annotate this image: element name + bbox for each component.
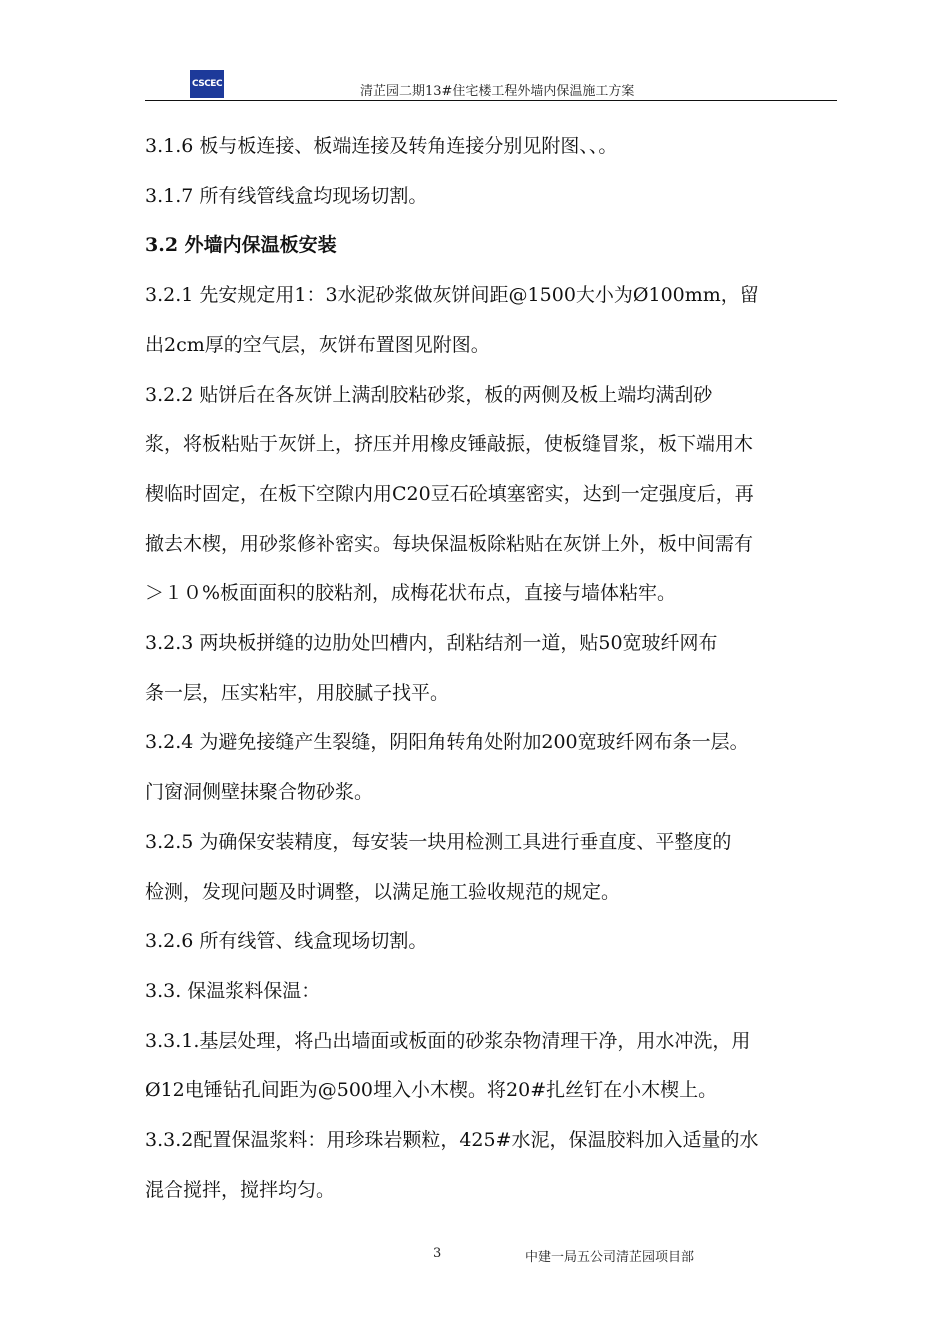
body-line: ＞１０%板面面积的胶粘剂，成梅花状布点，直接与墙体粘牢。 — [145, 582, 677, 605]
body-line: 3.2.6 所有线管、线盒现场切割。 — [145, 930, 428, 953]
body-line: 3.2.1 先安规定用1：3水泥砂浆做灰饼间距@1500大小为Ø100mm，留 — [145, 284, 759, 307]
header-divider — [145, 100, 837, 101]
body-line: 3.1.7 所有线管线盒均现场切割。 — [145, 184, 428, 207]
page-number: 3 — [433, 1246, 442, 1261]
body-line: 3.1.6 板与板连接、板端连接及转角连接分别见附图、、。 — [145, 135, 618, 157]
body-line: 3.3.2配置保温浆料：用珍珠岩颗粒，425#水泥，保温胶料加入适量的水 — [145, 1129, 759, 1152]
footer-company: 中建一局五公司清芷园项目部 — [525, 1250, 695, 1265]
body-line: 3.2.4 为避免接缝产生裂缝，阴阳角转角处附加200宽玻纤网布条一层。 — [145, 731, 749, 754]
body-line: 3.2.3 两块板拼缝的边肋处凹槽内，刮粘结剂一道，贴50宽玻纤网布 — [145, 632, 718, 655]
body-line: 3.3.1.基层处理，将凸出墙面或板面的砂浆杂物清理干净，用水冲洗，用 — [145, 1029, 751, 1052]
document-body — [145, 122, 839, 1215]
header-title: 清芷园二期13#住宅楼工程外墙内保温施工方案 — [360, 84, 635, 99]
body-line: 3.2.5 为确保安装精度，每安装一块用检测工具进行垂直度、平整度的 — [145, 830, 732, 853]
body-line: 3.3. 保温浆料保温： — [145, 979, 321, 1002]
body-line: 撤去木楔，用砂浆修补密实。每块保温板除粘贴在灰饼上外，板中间需有 — [145, 532, 754, 555]
body-line: 门窗洞侧壁抹聚合物砂浆。 — [145, 781, 374, 804]
section-heading: 3.2 外墙内保温板安装 — [145, 234, 337, 257]
body-line: 出2cm厚的空气层，灰饼布置图见附图。 — [145, 333, 490, 356]
company-logo: CSCEC — [190, 70, 224, 98]
body-line: 检测，发现问题及时调整，以满足施工验收规范的规定。 — [145, 880, 621, 903]
body-line: 楔临时固定，在板下空隙内用C20豆石砼填塞密实，达到一定强度后，再 — [145, 482, 754, 505]
body-line: Ø12电锤钻孔间距为@500埋入小木楔。将20#扎丝钉在小木楔上。 — [145, 1079, 718, 1102]
body-line: 混合搅拌，搅拌均匀。 — [145, 1178, 336, 1201]
body-line: 条一层，压实粘牢，用胶腻子找平。 — [145, 681, 450, 704]
body-line: 浆，将板粘贴于灰饼上，挤压并用橡皮锤敲振，使板缝冒浆，板下端用木 — [145, 433, 754, 456]
body-line: 3.2.2 贴饼后在各灰饼上满刮胶粘砂浆，板的两侧及板上端均满刮砂 — [145, 383, 713, 406]
